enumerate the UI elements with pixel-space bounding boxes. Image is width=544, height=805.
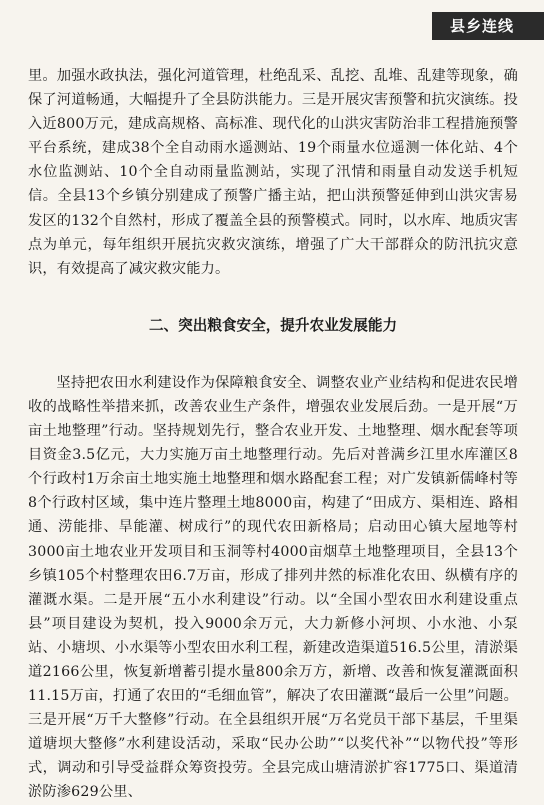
article-body <box>28 64 518 805</box>
article-paragraph: 坚持把农田水利建设作为保障粮食安全、调整农业产业结构和促进农民增收的战略性举措来抓，改善农业生产条件，增强农业发展后劲。一是开展“万亩土地整理”行动。坚持规划先行，整合农业开发、土地整理、烟水配套等项目资金3.5亿元，大力实施万亩土地整理行动。先后对普满乡江里水库灌区8个行政村1万余亩土地实施土地整理和烟水路配套工程；对广发镇新儒峰村等8个行政村区域，集中连片整理土地8000亩，构建了“田成方、渠相连、路相通、涝能排、旱能灌、树成行”的现代农田新格局；启动田心镇大屋地等村3000亩土地农业开发项目和玉洞等村4000亩烟草土地整理项目，全县13个乡镇105个村整理农田6.7万亩，形成了排列井然的标准化农田、纵横有序的灌溉水渠。二是开展“五小水利建设”行动。以“全国小型农田水利建设重点县”项目建设为契机，投入9000余万元，大力新修小河坝、小水池、小泵站、小塘坝、小水渠等小型农田水利工程，新建改造渠道516.5公里，清淤渠道2166公里，恢复新增蓄引提水量800余万方，新增、改善和恢复灌溉面积11.15万亩，打通了农田的“毛细血管”，解决了农田灌溉“最后一公里”问题。三是开展“万千大整修”行动。在全县组织开展“万名党员干部下基层，千里渠道塘坝大整修”水利建设活动，采取“民办公助”“以奖代补”“以物代投”等形式，调动和引导受益群众筹资投劳。全县完成山塘清淤扩容1775口、渠道清淤防渗629公里、 <box>28 374 518 801</box>
section-heading: 二、突出粮食安全，提升农业发展能力 <box>148 316 398 334</box>
section-label-tab: 县乡连线 <box>432 12 544 40</box>
article-paragraph: 里。加强水政执法，强化河道管理，杜绝乱采、乱挖、乱堆、乱建等现象，确保了河道畅通，大幅提升了全县防洪能力。三是开展灾害预警和抗灾演练。投入近800万元，建成高规格、高标准、现代化的山洪灾害防治非工程措施预警平台系统，建成38个全自动雨水遥测站、19个雨量水位遥测一体化站、4个水位监测站、10个全自动雨量监测站，实现了汛情和雨量自动发送手机短信。全县13个乡镇分别建成了预警广播主站，把山洪预警延伸到山洪灾害易发区的132个自然村，形成了覆盖全县的预警模式。同时，以水库、地质灾害点为单元，每年组织开展抗灾救灾演练，增强了广大干部群众的防汛抗灾意识，有效提高了减灾救灾能力。 <box>28 68 518 277</box>
